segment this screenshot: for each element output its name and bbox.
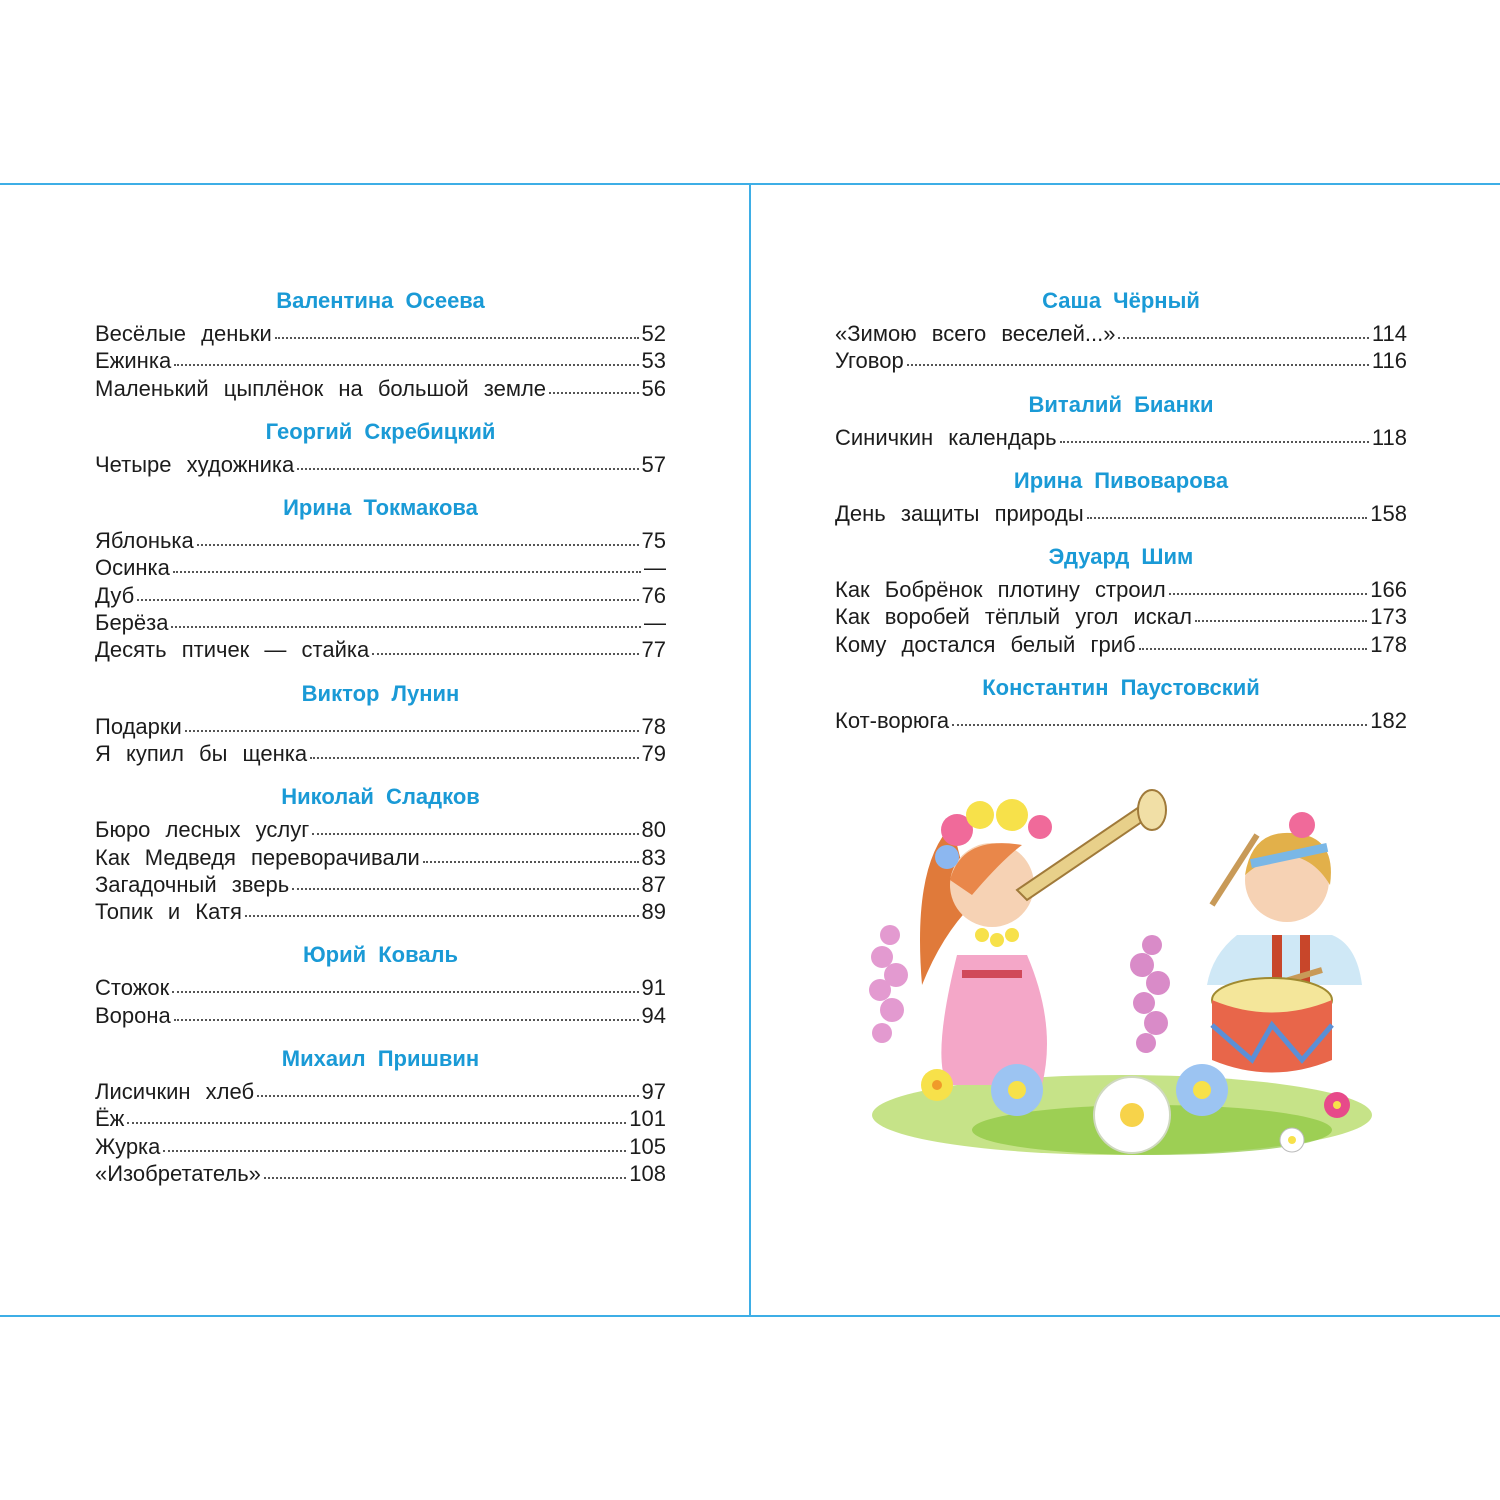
entry-title: Берёза: [95, 610, 169, 636]
toc-section: [95, 284, 666, 402]
entry-title: «Зимою всего веселей...»: [835, 321, 1116, 346]
dot-leader: [264, 1177, 626, 1179]
entry-page-number: 76: [641, 582, 666, 608]
dot-leader: [257, 1095, 638, 1097]
toc-entry[interactable]: [95, 1078, 666, 1105]
toc-entry[interactable]: [95, 1002, 666, 1029]
entry-page-number: 118: [1371, 424, 1407, 450]
entry-title: Бюро лесных услуг: [95, 817, 310, 843]
dot-leader: [185, 730, 639, 732]
toc-entry[interactable]: [95, 816, 666, 843]
entry-title: Синичкин календарь: [835, 424, 1057, 450]
entry-title: Маленький цыплёнок на большой земле: [95, 375, 547, 401]
entry-page-number: 87: [641, 871, 666, 897]
dot-leader: [163, 1150, 626, 1152]
entry-title: Стожок: [95, 975, 170, 1001]
dot-leader: [372, 653, 638, 655]
dot-leader: [1169, 593, 1368, 595]
entry-title: Ежинка: [95, 348, 172, 374]
entry-title: Как Медведя переворачивали: [95, 844, 420, 870]
toc-entry[interactable]: [95, 740, 666, 767]
toc-entry[interactable]: [95, 347, 666, 374]
dot-leader: [127, 1122, 626, 1124]
toc-section: [95, 677, 666, 768]
author-heading: Юрий Коваль: [302, 942, 459, 968]
entry-title: Я купил бы щенка: [95, 740, 308, 766]
boy-figure: [1207, 812, 1362, 1073]
dot-leader: [907, 364, 1369, 366]
entry-page-number: 94: [641, 1002, 666, 1028]
toc-entry[interactable]: [95, 898, 666, 925]
toc-entry[interactable]: [95, 609, 666, 636]
dot-leader: [312, 833, 638, 835]
toc-entry[interactable]: [835, 707, 1407, 734]
entry-page-number: 89: [641, 899, 666, 925]
dot-leader: [245, 915, 639, 917]
dot-leader: [952, 724, 1367, 726]
entry-title: Как воробей тёплый угол искал: [835, 604, 1192, 630]
flower-blue-left: [991, 1064, 1043, 1116]
entry-title: Топик и Катя: [95, 899, 242, 925]
entry-title: Лисичкин хлеб: [95, 1079, 255, 1105]
entry-page-number: 52: [641, 321, 666, 346]
toc-section: [835, 540, 1407, 658]
author-heading: Эдуард Шим: [1048, 544, 1194, 570]
toc-entry[interactable]: [835, 500, 1407, 527]
toc-section: [835, 284, 1407, 375]
dot-leader: [1087, 517, 1368, 519]
entry-title: Как Бобрёнок плотину строил: [835, 577, 1166, 603]
entry-title: Четыре художника: [95, 451, 295, 477]
dot-leader: [275, 337, 639, 339]
entry-page-number: 91: [641, 975, 666, 1001]
entry-page-number: —: [644, 555, 666, 581]
author-heading: Ирина Токмакова: [283, 495, 478, 521]
entry-title: Ёж: [95, 1106, 125, 1132]
entry-title: Дуб: [95, 582, 135, 608]
entry-title: Весёлые деньки: [95, 321, 272, 346]
entry-page-number: 80: [641, 817, 666, 843]
entry-title: Журка: [95, 1133, 161, 1159]
entry-page-number: 77: [641, 637, 666, 663]
entry-title: Кому достался белый гриб: [835, 631, 1136, 657]
toc-section: [95, 415, 666, 478]
entry-page-number: 56: [641, 375, 666, 401]
toc-entry[interactable]: [95, 1133, 666, 1160]
flower-pink: [1324, 1092, 1350, 1118]
toc-entry[interactable]: [835, 603, 1407, 630]
dot-leader: [197, 544, 639, 546]
dot-leader: [1139, 648, 1368, 650]
toc-section: [835, 671, 1407, 734]
entry-title: Осинка: [95, 555, 170, 581]
entry-page-number: 182: [1370, 708, 1407, 734]
author-heading: Валентина Осеева: [276, 288, 485, 313]
toc-entry[interactable]: [95, 844, 666, 871]
toc-entry[interactable]: [95, 871, 666, 898]
toc-entry[interactable]: [95, 451, 666, 478]
entry-page-number: 178: [1370, 631, 1407, 657]
entry-title: Ворона: [95, 1002, 171, 1028]
toc-right-column: [835, 284, 1407, 747]
entry-page-number: 78: [641, 713, 666, 739]
toc-section: [835, 388, 1407, 451]
entry-page-number: 108: [629, 1160, 666, 1186]
toc-entry[interactable]: [95, 375, 666, 402]
dot-leader: [292, 888, 638, 890]
page-gutter-divider: [749, 183, 751, 1317]
entry-page-number: 105: [629, 1133, 666, 1159]
entry-page-number: 97: [641, 1079, 666, 1105]
entry-page-number: 75: [641, 528, 666, 554]
toc-entry[interactable]: [95, 320, 666, 347]
entry-page-number: 114: [1371, 321, 1407, 346]
entry-title: День защиты природы: [835, 500, 1084, 526]
toc-entry[interactable]: [95, 527, 666, 554]
author-heading: Георгий Скребицкий: [265, 418, 496, 444]
toc-entry[interactable]: [95, 636, 666, 663]
entry-title: Уговор: [835, 348, 904, 374]
dot-leader: [1195, 620, 1367, 622]
entry-page-number: 173: [1370, 604, 1407, 630]
dot-leader: [171, 626, 641, 628]
toc-entry[interactable]: [95, 713, 666, 740]
lilac-middle: [1130, 935, 1170, 1053]
entry-title: Кот-ворюга: [835, 708, 950, 734]
dot-leader: [423, 861, 639, 863]
entry-page-number: 57: [641, 451, 666, 477]
toc-entry[interactable]: [835, 576, 1407, 603]
author-heading: Саша Чёрный: [1042, 288, 1200, 313]
author-heading: Николай Сладков: [281, 784, 480, 810]
toc-entry[interactable]: [835, 631, 1407, 658]
toc-left-column: [95, 284, 666, 1200]
toc-entry[interactable]: [95, 1160, 666, 1187]
flower-daisy: [1094, 1077, 1170, 1153]
toc-entry[interactable]: [835, 424, 1407, 451]
dot-leader: [297, 468, 638, 470]
toc-section: [95, 491, 666, 663]
author-heading: Константин Паустовский: [982, 675, 1260, 701]
entry-title: Загадочный зверь: [95, 871, 290, 897]
entry-page-number: 53: [641, 348, 666, 374]
dot-leader: [174, 1019, 639, 1021]
entry-title: Подарки: [95, 713, 182, 739]
dot-leader: [137, 599, 638, 601]
lilac-left: [869, 925, 908, 1043]
children-musicians-illustration: [852, 785, 1372, 1165]
flower-white-small: [1280, 1128, 1304, 1152]
dot-leader: [172, 991, 638, 993]
toc-section: [835, 464, 1407, 527]
entry-page-number: —: [644, 610, 666, 636]
toc-section: [95, 780, 666, 925]
entry-page-number: 158: [1370, 500, 1407, 526]
entry-page-number: 83: [641, 844, 666, 870]
girl-figure: [920, 790, 1166, 1085]
toc-entry[interactable]: [95, 582, 666, 609]
dot-leader: [1060, 441, 1369, 443]
flower-yellow: [921, 1069, 953, 1101]
dot-leader: [310, 757, 638, 759]
toc-entry[interactable]: [835, 347, 1407, 374]
entry-title: Десять птичек — стайка: [95, 637, 370, 663]
entry-page-number: 79: [641, 740, 666, 766]
entry-title: «Изобретатель»: [95, 1160, 261, 1186]
toc-section: [95, 938, 666, 1029]
dot-leader: [549, 392, 638, 394]
toc-entry[interactable]: [835, 320, 1407, 347]
entry-page-number: 116: [1371, 348, 1407, 374]
flower-blue-right: [1176, 1064, 1228, 1116]
author-heading: Ирина Пивоварова: [1013, 467, 1229, 493]
toc-entry[interactable]: [95, 554, 666, 581]
dot-leader: [1118, 337, 1368, 339]
author-heading: Виктор Лунин: [301, 680, 460, 706]
toc-section: [95, 1042, 666, 1187]
entry-page-number: 101: [629, 1106, 666, 1132]
author-heading: Михаил Пришвин: [281, 1046, 480, 1072]
entry-title: Яблонька: [95, 528, 194, 554]
entry-page-number: 166: [1370, 577, 1407, 603]
dot-leader: [174, 364, 638, 366]
dot-leader: [173, 571, 641, 573]
toc-entry[interactable]: [95, 1105, 666, 1132]
toc-entry[interactable]: [95, 974, 666, 1001]
author-heading: Виталий Бианки: [1028, 391, 1214, 417]
